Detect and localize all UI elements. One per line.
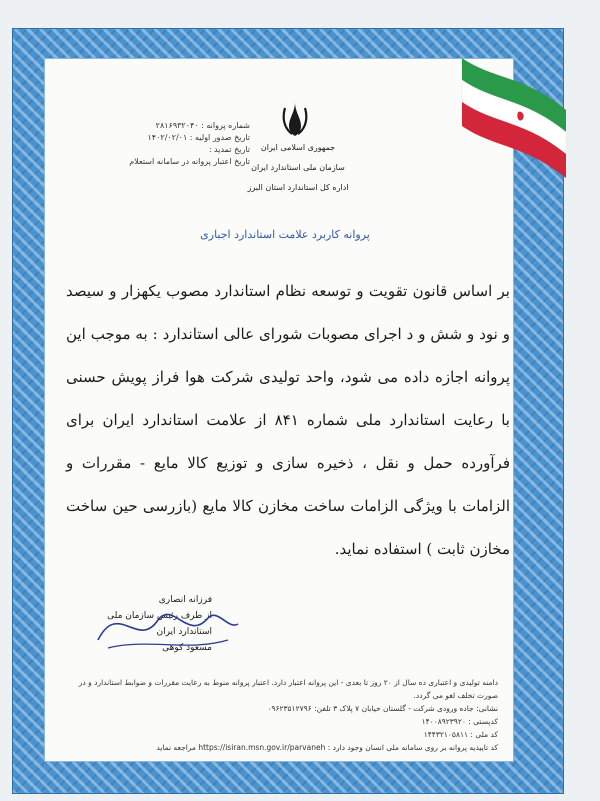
- org-line-1: جمهوری اسلامی ایران: [260, 143, 336, 152]
- org-line-2: سازمان ملی استاندارد ایران: [251, 163, 345, 172]
- org-line-3: اداره کل استاندارد استان البرز: [247, 183, 349, 192]
- document-title: پروانه کاربرد علامت استاندارد اجباری: [200, 228, 370, 241]
- issue-date: تاریخ صدور اولیه : ۱۴۰۲/۰۲/۰۱: [147, 133, 250, 142]
- license-number: شماره پروانه : ۲۸۱۶۹۳۲۰۴۰: [155, 121, 250, 130]
- footer-notes: [66, 676, 498, 754]
- signatory-role: از طرف رئیس سازمان ملی استاندارد ایران: [107, 611, 212, 637]
- renew-date: تاریخ تمدید :: [208, 145, 250, 154]
- signatory-name: فرزانه انصاری: [158, 595, 212, 605]
- iran-flag-icon: [454, 50, 574, 220]
- footer-line-2: نشانی: جاده ورودی شرکت - گلستان خیابان ۷ پلاک ۳ تلفن: ۰۹۶۲۳۵۱۲۷۹۶: [267, 704, 498, 713]
- footer-line-3: کدپستی : ۱۴۰۰۸۹۲۳۹۲۰: [421, 717, 498, 726]
- signer-name: مسعود کوهی: [162, 643, 212, 653]
- footer-line-4: کد ملی : ۱۴۴۳۲۱۰۵۸۱۱: [423, 730, 498, 739]
- iran-emblem-icon: [280, 100, 310, 138]
- license-details: [120, 120, 250, 168]
- issuing-organization: [238, 142, 358, 194]
- license-text: بر اساس قانون تقویت و توسعه نظام استاندارد مصوب یکهزار و سیصد و نود و شش و د اجرای مصوبات شورای عالی استاندارد : به موجب این پروانه اجازه داده می شود، واحد تولیدی شرکت هوا فراز پویش حسنی با رعایت استاندارد ملی شماره ۸۴۱ از علامت استاندارد ایران برای فرآورده حمل و نقل ، ذخیره سازی و توزیع کالا مایع - مقررات و الزامات با ویژگی الزامات ساخت مخازن کالا مایع (بازرسی حین ساخت مخازن ثابت ) استفاده نماید.: [66, 282, 510, 558]
- signature-scribble-icon: [88, 580, 248, 660]
- validity-note: تاریخ اعتبار پروانه در سامانه استعلام: [129, 157, 250, 166]
- footer-line-1: دامنه تولیدی و اعتباری ده سال از ۲۰ روز تا بعدی - این پروانه اعتبار دارد. اعتبار پروانه منوط به رعایت مقررات و ضوابط استاندارد و در صورت تخلف لغو می گردد.: [78, 678, 498, 700]
- footer-line-5: کد تاییدیه پروانه بر روی سامانه ملی انسان وجود دارد : https://isiran.msn.gov.ir/parvaneh مراجعه نماید: [156, 743, 498, 752]
